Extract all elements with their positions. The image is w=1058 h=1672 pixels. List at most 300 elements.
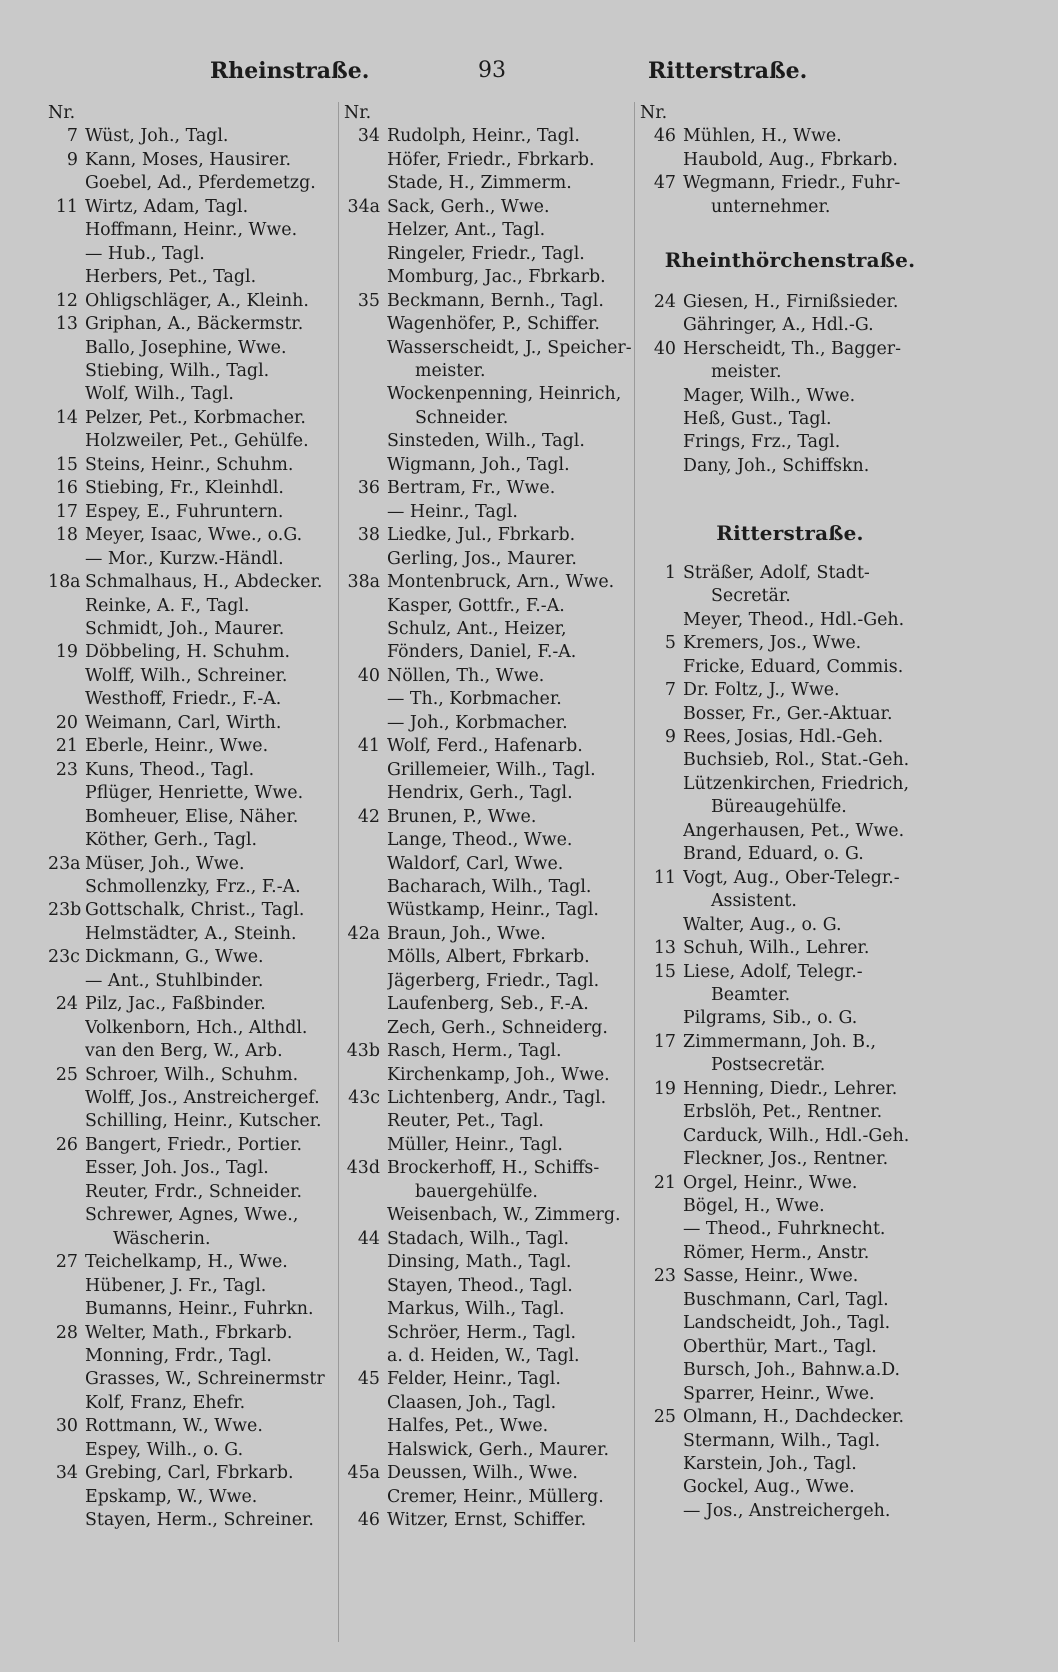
- house-number: [640, 1312, 683, 1335]
- house-number: [48, 172, 85, 195]
- resident-text: Buschmann, Carl, Tagl.: [683, 1289, 889, 1310]
- resident-text: Fricke, Eduard, Commis.: [683, 656, 904, 677]
- directory-entry: [48, 266, 336, 289]
- directory-entry: [48, 993, 336, 1016]
- directory-entry: [344, 196, 634, 219]
- resident-text: Wolf, Ferd., Hafenarb.: [387, 736, 583, 757]
- resident-text: Esser, Joh. Jos., Tagl.: [85, 1158, 269, 1179]
- house-number: [640, 385, 683, 408]
- house-number: 28: [55, 1322, 78, 1343]
- resident-text: Oberthür, Mart., Tagl.: [683, 1336, 877, 1357]
- house-number: 43b: [346, 1041, 380, 1062]
- column-2: [344, 102, 634, 1533]
- directory-entry: [344, 1204, 634, 1227]
- directory-entry: [48, 1017, 336, 1040]
- house-number: [344, 876, 387, 899]
- house-number: [48, 1228, 85, 1251]
- directory-entry: [48, 1040, 336, 1063]
- directory-entry: [48, 806, 336, 829]
- resident-text: Holzweiler, Pet., Gehülfe.: [85, 431, 309, 452]
- house-number: 41: [357, 736, 380, 757]
- resident-text: Espey, E., Fuhruntern.: [85, 501, 284, 522]
- resident-text: — Th., Korbmacher.: [387, 689, 562, 710]
- resident-text: Meyer, Isaac, Wwe., o.G.: [85, 525, 303, 546]
- directory-entry: [48, 876, 336, 899]
- house-number: [640, 1430, 683, 1453]
- resident-text: Schmidt, Joh., Maurer.: [85, 618, 285, 639]
- resident-text: Angerhausen, Pet., Wwe.: [683, 820, 905, 841]
- house-number: [48, 1204, 85, 1227]
- resident-text: Wolff, Wilh., Schreiner.: [85, 665, 288, 686]
- house-number: [48, 219, 85, 242]
- resident-text: Wegmann, Friedr., Fuhr-: [683, 173, 901, 194]
- directory-entry: [48, 1392, 336, 1415]
- house-number: 46: [357, 1510, 380, 1531]
- directory-entry: [640, 1172, 940, 1195]
- directory-entry: [48, 712, 336, 735]
- resident-text: Gockel, Aug., Wwe.: [683, 1477, 855, 1498]
- house-number: [344, 219, 387, 242]
- resident-text: Schmollenzky, Frz., F.-A.: [85, 876, 301, 897]
- resident-text: Sträßer, Adolf, Stadt-: [683, 562, 870, 583]
- house-number: 25: [55, 1064, 78, 1085]
- directory-entry: [640, 656, 940, 679]
- directory-entry: [344, 1110, 634, 1133]
- resident-text: Kremers, Jos., Wwe.: [683, 633, 862, 654]
- house-number: [640, 361, 683, 384]
- street-heading-rheinthoerchenstrasse: Rheinthörchenstraße.: [664, 248, 916, 273]
- directory-entry: [640, 961, 940, 984]
- col3-list-bottom: [640, 562, 940, 1524]
- house-number: 9: [664, 726, 676, 747]
- house-number: [640, 749, 683, 772]
- directory-entry: [640, 314, 940, 337]
- directory-entry: [344, 243, 634, 266]
- house-number: 23: [55, 759, 78, 780]
- resident-text: Grillemeier, Wilh., Tagl.: [387, 759, 596, 780]
- directory-entry: [344, 1228, 634, 1251]
- directory-entry: [344, 1439, 634, 1462]
- directory-entry: [640, 1242, 940, 1265]
- directory-entry: [344, 876, 634, 899]
- directory-entry: [640, 1359, 940, 1382]
- resident-text: unternehmer.: [711, 196, 831, 217]
- resident-text: Espey, Wilh., o. G.: [85, 1439, 244, 1460]
- page-number: 93: [478, 58, 506, 83]
- col2-list: [344, 125, 634, 1532]
- house-number: 45a: [347, 1463, 380, 1484]
- directory-entry: [344, 595, 634, 618]
- house-number: [344, 1322, 387, 1345]
- house-number: [640, 431, 683, 454]
- resident-text: Giesen, H., Firnißsieder.: [683, 291, 899, 312]
- directory-entry: [344, 1040, 634, 1063]
- directory-entry: [640, 1195, 940, 1218]
- house-number: [344, 1486, 387, 1509]
- directory-entry: [48, 524, 336, 547]
- directory-entry: [344, 1087, 634, 1110]
- directory-entry: [640, 196, 940, 219]
- directory-entry: [640, 431, 940, 454]
- resident-text: Momburg, Jac., Fbrkarb.: [387, 267, 606, 288]
- directory-entry: [640, 937, 940, 960]
- directory-entry: [640, 1336, 940, 1359]
- directory-entry: [344, 430, 634, 453]
- house-number: 18a: [48, 572, 81, 593]
- resident-text: Schmalhaus, H., Abdecker.: [85, 572, 323, 593]
- resident-text: Pilz, Jac., Faßbinder.: [85, 994, 266, 1015]
- resident-text: Claasen, Joh., Tagl.: [387, 1392, 557, 1413]
- house-number: 44: [357, 1228, 380, 1249]
- directory-entry: [344, 923, 634, 946]
- resident-text: Wockenpenning, Heinrich,: [387, 384, 622, 405]
- directory-entry: [48, 899, 336, 922]
- directory-entry: [640, 562, 940, 585]
- house-number: 5: [664, 633, 676, 654]
- house-number: [48, 243, 85, 266]
- house-number: [48, 1017, 85, 1040]
- house-number: [344, 266, 387, 289]
- directory-entry: [48, 383, 336, 406]
- directory-entry: [48, 759, 336, 782]
- resident-text: Brand, Eduard, o. G.: [683, 844, 864, 865]
- resident-text: Weisenbach, W., Zimmerg.: [387, 1205, 621, 1226]
- directory-entry: [344, 1064, 634, 1087]
- resident-text: Assistent.: [711, 891, 797, 912]
- col3-list-top: [640, 125, 940, 219]
- resident-text: — Jos., Anstreichergeh.: [683, 1500, 891, 1521]
- directory-entry: [48, 641, 336, 664]
- house-number: [48, 782, 85, 805]
- resident-text: Schroer, Wilh., Schuhm.: [85, 1064, 299, 1085]
- resident-text: Stayen, Herm., Schreiner.: [85, 1510, 314, 1531]
- house-number: [48, 665, 85, 688]
- directory-entry: [344, 759, 634, 782]
- house-number: [48, 595, 85, 618]
- house-number: [640, 843, 683, 866]
- resident-text: Bursch, Joh., Bahnw.a.D.: [683, 1360, 901, 1381]
- directory-entry: [344, 571, 634, 594]
- resident-text: Postsecretär.: [711, 1055, 826, 1076]
- directory-entry: [48, 829, 336, 852]
- resident-text: meister.: [415, 360, 486, 381]
- directory-entry: [344, 290, 634, 313]
- house-number: [344, 1275, 387, 1298]
- resident-text: Liedke, Jul., Fbrkarb.: [387, 525, 576, 546]
- resident-text: Volkenborn, Hch., Althdl.: [85, 1017, 308, 1038]
- house-number: [344, 501, 387, 524]
- resident-text: Kirchenkamp, Joh., Wwe.: [387, 1064, 610, 1085]
- directory-entry: [344, 1345, 634, 1368]
- house-number: [344, 1134, 387, 1157]
- resident-text: — Heinr., Tagl.: [387, 501, 518, 522]
- resident-text: Beamter.: [711, 984, 791, 1005]
- resident-text: Stermann, Wilh., Tagl.: [683, 1430, 881, 1451]
- house-number: [48, 806, 85, 829]
- directory-entry: [640, 820, 940, 843]
- street-heading-ritterstrasse: Ritterstraße.: [716, 521, 864, 546]
- house-number: [48, 266, 85, 289]
- directory-entry: [640, 1406, 940, 1429]
- resident-text: Frings, Frz., Tagl.: [683, 432, 841, 453]
- directory-entry: [48, 196, 336, 219]
- resident-text: Zimmermann, Joh. B.,: [683, 1031, 877, 1052]
- house-number: [48, 1157, 85, 1180]
- directory-entry: [48, 1228, 336, 1251]
- directory-entry: [640, 1453, 940, 1476]
- resident-text: Griphan, A., Bäckermstr.: [85, 314, 304, 335]
- directory-entry: [640, 843, 940, 866]
- directory-entry: [344, 1322, 634, 1345]
- house-number: [640, 984, 683, 1007]
- directory-entry: [48, 219, 336, 242]
- house-number: [640, 585, 683, 608]
- directory-entry: [344, 665, 634, 688]
- resident-text: Walter, Aug., o. G.: [683, 914, 842, 935]
- house-number: [48, 1040, 85, 1063]
- resident-text: Herbers, Pet., Tagl.: [85, 267, 257, 288]
- directory-entry: [344, 477, 634, 500]
- directory-entry: [640, 890, 940, 913]
- house-number: [344, 688, 387, 711]
- directory-entry: [48, 430, 336, 453]
- directory-entry: [344, 383, 634, 406]
- resident-text: Kolf, Franz, Ehefr.: [85, 1392, 246, 1413]
- directory-entry: [344, 337, 634, 360]
- directory-entry: [640, 1078, 940, 1101]
- col1-list: [48, 125, 336, 1532]
- house-number: [48, 970, 85, 993]
- directory-entry: [344, 1017, 634, 1040]
- house-number: 43d: [346, 1158, 380, 1179]
- directory-entry: [344, 1275, 634, 1298]
- house-number: 7: [664, 680, 676, 701]
- directory-entry: [344, 1462, 634, 1485]
- directory-entry: [48, 571, 336, 594]
- house-number: [344, 1415, 387, 1438]
- directory-entry: [48, 290, 336, 313]
- resident-text: Rasch, Herm., Tagl.: [387, 1041, 562, 1062]
- house-number: 38: [357, 525, 380, 546]
- directory-entry: [48, 1275, 336, 1298]
- house-number: 42a: [347, 923, 380, 944]
- resident-text: Gerling, Jos., Maurer.: [387, 548, 577, 569]
- resident-text: Hendrix, Gerh., Tagl.: [387, 783, 573, 804]
- house-number: [344, 383, 387, 406]
- house-number: [640, 1242, 683, 1265]
- directory-entry: [640, 773, 940, 796]
- resident-text: Halfes, Pet., Wwe.: [387, 1416, 549, 1437]
- resident-text: Buchsieb, Rol., Stat.-Geh.: [683, 750, 910, 771]
- directory-entry: [640, 726, 940, 749]
- house-number: [344, 1204, 387, 1227]
- house-number: [640, 1289, 683, 1312]
- resident-text: Bögel, H., Wwe.: [683, 1196, 825, 1217]
- resident-text: Carduck, Wilh., Hdl.-Geh.: [683, 1125, 910, 1146]
- resident-text: Lützenkirchen, Friedrich,: [683, 773, 910, 794]
- house-number: [344, 337, 387, 360]
- house-number: [48, 618, 85, 641]
- house-number: 11: [653, 867, 676, 888]
- resident-text: Sinsteden, Wilh., Tagl.: [387, 431, 585, 452]
- directory-entry: [48, 853, 336, 876]
- house-number: [640, 1054, 683, 1077]
- house-number: 12: [55, 290, 78, 311]
- house-number: [48, 1509, 85, 1532]
- directory-entry: [344, 1181, 634, 1204]
- resident-text: Mager, Wilh., Wwe.: [683, 385, 856, 406]
- house-number: [640, 1500, 683, 1523]
- house-number: 19: [653, 1078, 676, 1099]
- directory-entry: [640, 385, 940, 408]
- resident-text: Herscheidt, Th., Bagger-: [683, 338, 901, 359]
- house-number: [344, 313, 387, 336]
- directory-entry: [640, 749, 940, 772]
- house-number: [640, 1383, 683, 1406]
- resident-text: Kasper, Gottfr., F.-A.: [387, 595, 565, 616]
- house-number: [48, 1368, 85, 1391]
- house-number: [48, 688, 85, 711]
- resident-text: — Ant., Stuhlbinder.: [85, 970, 264, 991]
- resident-text: Bosser, Fr., Ger.-Aktuar.: [683, 703, 893, 724]
- house-number: [344, 1298, 387, 1321]
- directory-entry: [640, 1148, 940, 1171]
- directory-entry: [48, 782, 336, 805]
- directory-entry: [640, 796, 940, 819]
- directory-entry: [48, 360, 336, 383]
- directory-entry: [344, 899, 634, 922]
- house-number: 17: [55, 501, 78, 522]
- house-number: [344, 243, 387, 266]
- resident-text: Rudolph, Heinr., Tagl.: [387, 126, 580, 147]
- directory-entry: [640, 984, 940, 1007]
- directory-entry: [640, 125, 940, 148]
- directory-entry: [640, 1125, 940, 1148]
- house-number: [48, 1345, 85, 1368]
- directory-entry: [48, 149, 336, 172]
- directory-entry: [48, 618, 336, 641]
- resident-text: Jägerberg, Friedr., Tagl.: [387, 970, 600, 991]
- resident-text: Schuh, Wilh., Lehrer.: [683, 938, 870, 959]
- resident-text: Ohligschläger, A., Kleinh.: [85, 290, 309, 311]
- resident-text: Bumanns, Heinr., Fuhrkn.: [85, 1299, 314, 1320]
- resident-text: Brockerhoff, H., Schiffs-: [387, 1158, 600, 1179]
- house-number: [344, 618, 387, 641]
- house-number: [640, 455, 683, 478]
- resident-text: Bertram, Fr., Wwe.: [387, 478, 556, 499]
- directory-entry: [48, 688, 336, 711]
- resident-text: Cremer, Heinr., Müllerg.: [387, 1486, 604, 1507]
- directory-entry: [48, 1322, 336, 1345]
- resident-text: van den Berg, W., Arb.: [85, 1041, 283, 1062]
- house-number: [640, 1453, 683, 1476]
- directory-entry: [344, 1368, 634, 1391]
- directory-entry: [344, 360, 634, 383]
- house-number: 20: [55, 712, 78, 733]
- house-number: [344, 641, 387, 664]
- house-number: [48, 1486, 85, 1509]
- resident-text: Pelzer, Pet., Korbmacher.: [85, 407, 306, 428]
- resident-text: Wolf, Wilh., Tagl.: [85, 384, 234, 405]
- house-number: 23a: [48, 853, 81, 874]
- house-number: 13: [55, 314, 78, 335]
- house-number: [640, 773, 683, 796]
- column-divider: [338, 102, 339, 1642]
- resident-text: Schröer, Herm., Tagl.: [387, 1322, 577, 1343]
- resident-text: Witzer, Ernst, Schiffer.: [387, 1510, 587, 1531]
- house-number: [48, 1110, 85, 1133]
- directory-entry: [344, 454, 634, 477]
- resident-text: Pflüger, Henriette, Wwe.: [85, 783, 304, 804]
- directory-entry: [344, 266, 634, 289]
- house-number: [640, 1125, 683, 1148]
- house-number: [48, 1275, 85, 1298]
- resident-text: Lichtenberg, Andr., Tagl.: [387, 1088, 607, 1109]
- resident-text: Schilling, Heinr., Kutscher.: [85, 1111, 322, 1132]
- resident-text: Kuns, Theod., Tagl.: [85, 759, 255, 780]
- resident-text: Erbslöh, Pet., Rentner.: [683, 1102, 883, 1123]
- directory-entry: [48, 1415, 336, 1438]
- house-number: 23: [653, 1266, 676, 1287]
- resident-text: Deussen, Wilh., Wwe.: [387, 1463, 578, 1484]
- directory-entry: [344, 501, 634, 524]
- house-number: [640, 1195, 683, 1218]
- directory-entry: [344, 125, 634, 148]
- house-number: [344, 1439, 387, 1462]
- resident-text: Rottmann, W., Wwe.: [85, 1416, 263, 1437]
- house-number: [640, 609, 683, 632]
- directory-entry: [48, 946, 336, 969]
- resident-text: Dany, Joh., Schiffskn.: [683, 455, 870, 476]
- resident-text: Goebel, Ad., Pferdemetzg.: [85, 173, 316, 194]
- house-number: [344, 1017, 387, 1040]
- resident-text: Sack, Gerh., Wwe.: [387, 196, 550, 217]
- resident-text: Sparrer, Heinr., Wwe.: [683, 1383, 875, 1404]
- resident-text: Döbbeling, H. Schuhm.: [85, 642, 290, 663]
- directory-entry: [344, 641, 634, 664]
- house-number: [640, 196, 683, 219]
- house-number: 34: [55, 1463, 78, 1484]
- resident-text: Kann, Moses, Hausirer.: [85, 149, 292, 170]
- directory-entry: [48, 172, 336, 195]
- resident-text: Karstein, Joh., Tagl.: [683, 1454, 857, 1475]
- resident-text: Rees, Josias, Hdl.-Geh.: [683, 726, 884, 747]
- resident-text: Reuter, Pet., Tagl.: [387, 1111, 544, 1132]
- house-number: 21: [55, 736, 78, 757]
- column-1: [48, 102, 336, 1533]
- resident-text: Helzer, Ant., Tagl.: [387, 220, 546, 241]
- directory-entry: [344, 548, 634, 571]
- house-number: [344, 899, 387, 922]
- directory-entry: [344, 712, 634, 735]
- directory-entry: [344, 970, 634, 993]
- house-number: [640, 1218, 683, 1241]
- resident-text: Ringeler, Friedr., Tagl.: [387, 243, 585, 264]
- resident-text: Bomheuer, Elise, Näher.: [85, 806, 299, 827]
- house-number: 40: [357, 665, 380, 686]
- resident-text: Steins, Heinr., Schuhm.: [85, 454, 294, 475]
- directory-entry: [344, 1134, 634, 1157]
- house-number: [344, 1345, 387, 1368]
- resident-text: bauergehülfe.: [415, 1181, 538, 1202]
- house-number: [48, 829, 85, 852]
- directory-entry: [48, 1181, 336, 1204]
- house-number: [640, 1007, 683, 1030]
- house-number: 23c: [48, 947, 80, 968]
- directory-entry: [344, 806, 634, 829]
- directory-entry: [640, 338, 940, 361]
- resident-text: Köther, Gerh., Tagl.: [85, 830, 258, 851]
